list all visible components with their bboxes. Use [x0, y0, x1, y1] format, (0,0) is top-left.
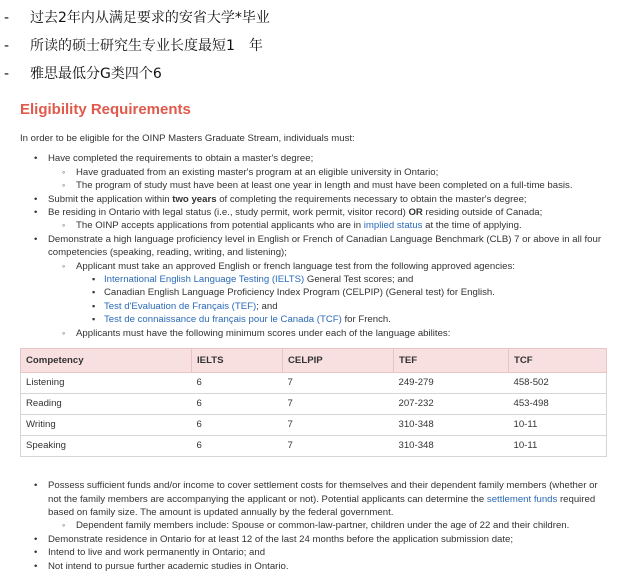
table-cell: 458-502 — [509, 373, 607, 394]
ielts-link[interactable]: International English Language Testing (IELTS) — [104, 274, 305, 286]
note-text: 所读的硕士研究生专业长度最短1 年 — [30, 38, 263, 54]
item-text: Applicants must have the following minimum scores under each of the language abilites: — [76, 327, 451, 339]
note-line — [4, 8, 270, 36]
table-cell: 6 — [192, 415, 283, 436]
table-row — [21, 436, 607, 457]
requirements-list — [20, 152, 610, 340]
note-line — [4, 36, 270, 64]
tef-link[interactable]: Test d'Evaluation de Français (TEF) — [104, 300, 257, 312]
item-text: of completing the requirements necessary to obtain the master's degree; — [216, 193, 527, 205]
sub-item — [48, 260, 610, 327]
item-text: Dependent family members include: Spouse or common-law-partner, children under the age of 22 and their children. — [76, 520, 570, 532]
table-header-row — [21, 349, 607, 373]
tcf-link[interactable]: Test de connaissance du français pour le Canada (TCF) — [104, 314, 342, 326]
emphasis: OR — [408, 207, 423, 219]
requirements-list-continued — [20, 479, 610, 573]
settlement-funds-link[interactable]: settlement funds — [486, 493, 558, 505]
handwritten-notes — [4, 8, 270, 92]
table-cell: Reading — [21, 394, 192, 415]
sub-item — [48, 519, 610, 532]
table-row — [21, 415, 607, 436]
table-cell: 7 — [283, 436, 394, 457]
test-item — [76, 313, 610, 326]
list-item — [20, 206, 610, 233]
table-cell: 10-11 — [509, 436, 607, 457]
note-dash: - — [4, 38, 10, 54]
table-cell: 6 — [192, 436, 283, 457]
item-text: General Test scores; and — [304, 274, 414, 286]
item-text: Have completed the requirements to obtain a master's degree; — [48, 153, 314, 165]
item-text: Intend to live and work permanently in Ontario; and — [48, 547, 266, 559]
table-cell: 10-11 — [509, 415, 607, 436]
emphasis: two years — [172, 193, 217, 205]
item-text: Canadian English Language Proficiency Index Program (CELPIP) (General test) for English. — [104, 287, 495, 299]
item-text: Demonstrate a high language proficiency level in English or French of Canadian Language Benchmark (CLB) 7 or above in all four competencies (speaking, reading, writing, and listening); — [48, 233, 602, 259]
list-item — [20, 546, 610, 559]
item-text: Be residing in Ontario with legal status (i.e., study permit, work permit, visitor record) — [48, 207, 409, 219]
item-text: Have graduated from an existing master's program at an eligible university in Ontario; — [76, 166, 439, 178]
item-text: Demonstrate residence in Ontario for at least 12 of the last 24 months before the application submission date; — [48, 533, 514, 545]
table-cell: 6 — [192, 394, 283, 415]
item-text: The program of study must have been at least one year in length and must have been completed on a full-time basis. — [76, 180, 573, 192]
column-header: TCF — [509, 349, 607, 373]
item-text: at the time of applying. — [422, 220, 522, 232]
table-cell: 7 — [283, 415, 394, 436]
item-text: Applicant must take an approved English or french language test from the following approved agencies: — [76, 260, 515, 272]
item-text: The OINP accepts applications from potential applicants who are in — [76, 220, 364, 232]
eligibility-section — [20, 100, 610, 573]
table-cell: 249-279 — [394, 373, 509, 394]
sub-item — [48, 179, 610, 192]
table-cell: Speaking — [21, 436, 192, 457]
note-dash: - — [4, 10, 10, 26]
table-cell: Writing — [21, 415, 192, 436]
column-header: IELTS — [192, 349, 283, 373]
list-item — [20, 533, 610, 546]
test-item — [76, 300, 610, 313]
table-cell: 207-232 — [394, 394, 509, 415]
table-row — [21, 394, 607, 415]
table-row — [21, 373, 607, 394]
list-item — [20, 233, 610, 340]
item-text: ; and — [256, 300, 278, 312]
list-item — [20, 152, 610, 192]
table-cell: 310-348 — [394, 436, 509, 457]
note-dash: - — [4, 66, 10, 82]
item-text: for French. — [341, 314, 391, 326]
sub-item — [48, 219, 610, 232]
item-text: required based on family size. The amount is updated annually by the federal government. — [48, 493, 596, 518]
test-item — [76, 273, 610, 286]
column-header: TEF — [394, 349, 509, 373]
note-text: 雅思最低分G类四个6 — [30, 66, 162, 82]
intro-text: In order to be eligible for the OINP Masters Graduate Stream, individuals must: — [20, 133, 355, 144]
table-cell: 7 — [283, 394, 394, 415]
column-header: CELPIP — [283, 349, 394, 373]
list-item — [20, 193, 610, 206]
table-cell: 453-498 — [509, 394, 607, 415]
item-text: residing outside of Canada; — [422, 207, 543, 219]
test-item — [76, 286, 610, 299]
note-text: 过去2年内从满足要求的安省大学*毕业 — [30, 10, 270, 26]
sub-item — [48, 327, 610, 340]
table-cell: 7 — [283, 373, 394, 394]
list-item — [20, 560, 610, 573]
table-cell: Listening — [21, 373, 192, 394]
column-header: Competency — [21, 349, 192, 373]
table-cell: 310-348 — [394, 415, 509, 436]
sub-item — [48, 166, 610, 179]
item-text: Submit the application within — [48, 193, 173, 205]
list-item — [20, 479, 610, 533]
section-title: Eligibility Requirements — [20, 101, 191, 118]
note-line — [4, 64, 270, 92]
item-text: Not intend to pursue further academic studies in Ontario. — [48, 560, 289, 572]
implied-status-link[interactable]: implied status — [363, 220, 423, 232]
item-text: Possess sufficient funds and/or income to cover settlement costs for themselves and their dependent family members (whether or not the family members are accompanying the applicant or not). Potential applicants can determine the — [48, 480, 598, 505]
language-scores-table — [20, 348, 607, 457]
table-cell: 6 — [192, 373, 283, 394]
